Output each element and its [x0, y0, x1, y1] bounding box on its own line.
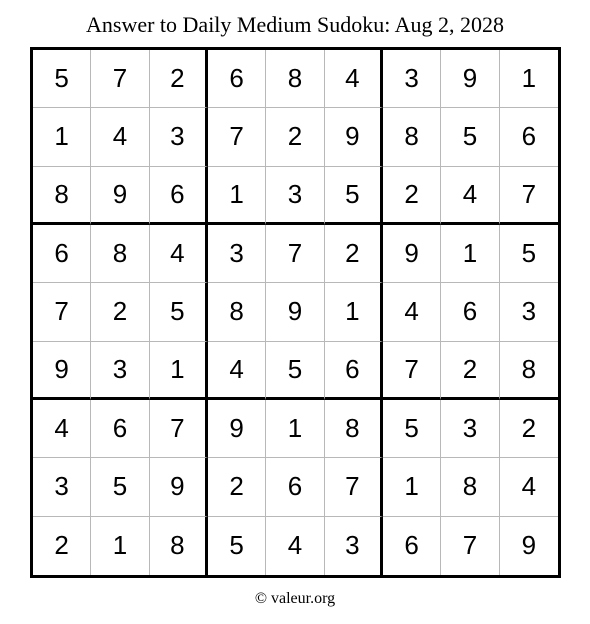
sudoku-cell-r9-c4[interactable]: 5 — [208, 517, 266, 575]
sudoku-cell-r8-c2[interactable]: 5 — [91, 458, 149, 516]
sudoku-cell-r2-c7[interactable]: 8 — [383, 108, 441, 166]
sudoku-cell-r4-c2[interactable]: 8 — [91, 225, 149, 283]
sudoku-cell-r7-c7[interactable]: 5 — [383, 400, 441, 458]
sudoku-cell-r7-c2[interactable]: 6 — [91, 400, 149, 458]
sudoku-cell-r3-c6[interactable]: 5 — [325, 167, 383, 225]
sudoku-cell-r9-c1[interactable]: 2 — [33, 517, 91, 575]
sudoku-cell-r8-c4[interactable]: 2 — [208, 458, 266, 516]
sudoku-cell-r4-c4[interactable]: 3 — [208, 225, 266, 283]
sudoku-cell-r6-c4[interactable]: 4 — [208, 342, 266, 400]
sudoku-cell-r3-c9[interactable]: 7 — [500, 167, 558, 225]
sudoku-cell-r1-c1[interactable]: 5 — [33, 50, 91, 108]
sudoku-cell-r8-c9[interactable]: 4 — [500, 458, 558, 516]
sudoku-cell-r2-c8[interactable]: 5 — [441, 108, 499, 166]
sudoku-cell-r8-c8[interactable]: 8 — [441, 458, 499, 516]
sudoku-cell-r2-c5[interactable]: 2 — [266, 108, 324, 166]
sudoku-cell-r1-c3[interactable]: 2 — [150, 50, 208, 108]
sudoku-cell-r6-c7[interactable]: 7 — [383, 342, 441, 400]
sudoku-cell-r2-c3[interactable]: 3 — [150, 108, 208, 166]
sudoku-cell-r8-c7[interactable]: 1 — [383, 458, 441, 516]
sudoku-cell-r7-c9[interactable]: 2 — [500, 400, 558, 458]
sudoku-cell-r6-c5[interactable]: 5 — [266, 342, 324, 400]
sudoku-cell-r1-c6[interactable]: 4 — [325, 50, 383, 108]
sudoku-cell-r7-c8[interactable]: 3 — [441, 400, 499, 458]
sudoku-cell-r4-c1[interactable]: 6 — [33, 225, 91, 283]
sudoku-cell-r3-c1[interactable]: 8 — [33, 167, 91, 225]
sudoku-cell-r4-c6[interactable]: 2 — [325, 225, 383, 283]
sudoku-cell-r9-c6[interactable]: 3 — [325, 517, 383, 575]
sudoku-cell-r3-c5[interactable]: 3 — [266, 167, 324, 225]
sudoku-cell-r5-c9[interactable]: 3 — [500, 283, 558, 341]
sudoku-cell-r2-c9[interactable]: 6 — [500, 108, 558, 166]
sudoku-cell-r9-c8[interactable]: 7 — [441, 517, 499, 575]
sudoku-cell-r5-c8[interactable]: 6 — [441, 283, 499, 341]
sudoku-cell-r8-c1[interactable]: 3 — [33, 458, 91, 516]
sudoku-cell-r6-c6[interactable]: 6 — [325, 342, 383, 400]
site-credit: © valeur.org — [254, 590, 336, 607]
sudoku-cell-r8-c3[interactable]: 9 — [150, 458, 208, 516]
sudoku-cell-r7-c4[interactable]: 9 — [208, 400, 266, 458]
sudoku-cell-r8-c6[interactable]: 7 — [325, 458, 383, 516]
sudoku-cell-r9-c3[interactable]: 8 — [150, 517, 208, 575]
sudoku-cell-r8-c5[interactable]: 6 — [266, 458, 324, 516]
sudoku-cell-r5-c5[interactable]: 9 — [266, 283, 324, 341]
sudoku-cell-r5-c6[interactable]: 1 — [325, 283, 383, 341]
sudoku-cell-r2-c4[interactable]: 7 — [208, 108, 266, 166]
sudoku-cell-r6-c9[interactable]: 8 — [500, 342, 558, 400]
sudoku-cell-r7-c3[interactable]: 7 — [150, 400, 208, 458]
sudoku-board — [30, 47, 561, 578]
sudoku-cell-r1-c7[interactable]: 3 — [383, 50, 441, 108]
sudoku-cell-r2-c1[interactable]: 1 — [33, 108, 91, 166]
sudoku-cell-r7-c6[interactable]: 8 — [325, 400, 383, 458]
sudoku-cell-r3-c7[interactable]: 2 — [383, 167, 441, 225]
sudoku-cell-r7-c5[interactable]: 1 — [266, 400, 324, 458]
sudoku-cell-r3-c3[interactable]: 6 — [150, 167, 208, 225]
sudoku-cell-r9-c2[interactable]: 1 — [91, 517, 149, 575]
sudoku-cell-r4-c3[interactable]: 4 — [150, 225, 208, 283]
sudoku-cell-r6-c3[interactable]: 1 — [150, 342, 208, 400]
sudoku-cell-r5-c7[interactable]: 4 — [383, 283, 441, 341]
sudoku-cell-r4-c8[interactable]: 1 — [441, 225, 499, 283]
sudoku-cell-r1-c4[interactable]: 6 — [208, 50, 266, 108]
sudoku-cell-r1-c8[interactable]: 9 — [441, 50, 499, 108]
sudoku-cell-r1-c2[interactable]: 7 — [91, 50, 149, 108]
sudoku-cell-r9-c9[interactable]: 9 — [521, 530, 537, 561]
sudoku-cell-r4-c7[interactable]: 9 — [383, 225, 441, 283]
sudoku-cell-r3-c4[interactable]: 1 — [208, 167, 266, 225]
sudoku-cell-r1-c9[interactable]: 1 — [500, 50, 558, 108]
sudoku-cell-r4-c5[interactable]: 7 — [266, 225, 324, 283]
sudoku-cell-r5-c1[interactable]: 7 — [33, 283, 91, 341]
sudoku-cell-r5-c3[interactable]: 5 — [150, 283, 208, 341]
sudoku-cell-r5-c2[interactable]: 2 — [91, 283, 149, 341]
sudoku-cell-r6-c2[interactable]: 3 — [91, 342, 149, 400]
sudoku-cell-r3-c2[interactable]: 9 — [91, 167, 149, 225]
sudoku-cell-r9-c7[interactable]: 6 — [383, 517, 441, 575]
sudoku-cell-r1-c5[interactable]: 8 — [266, 50, 324, 108]
sudoku-cell-r9-c5[interactable]: 4 — [266, 517, 324, 575]
sudoku-cell-r6-c1[interactable]: 9 — [33, 342, 91, 400]
page-title: Answer to Daily Medium Sudoku: Aug 2, 2028 — [86, 12, 504, 37]
sudoku-cell-r6-c8[interactable]: 2 — [441, 342, 499, 400]
sudoku-cell-r3-c8[interactable]: 4 — [441, 167, 499, 225]
sudoku-cell-r2-c2[interactable]: 4 — [91, 108, 149, 166]
sudoku-cell-r4-c9[interactable]: 5 — [500, 225, 558, 283]
sudoku-cell-r2-c6[interactable]: 9 — [325, 108, 383, 166]
sudoku-cell-r5-c4[interactable]: 8 — [208, 283, 266, 341]
sudoku-cell-r7-c1[interactable]: 4 — [33, 400, 91, 458]
